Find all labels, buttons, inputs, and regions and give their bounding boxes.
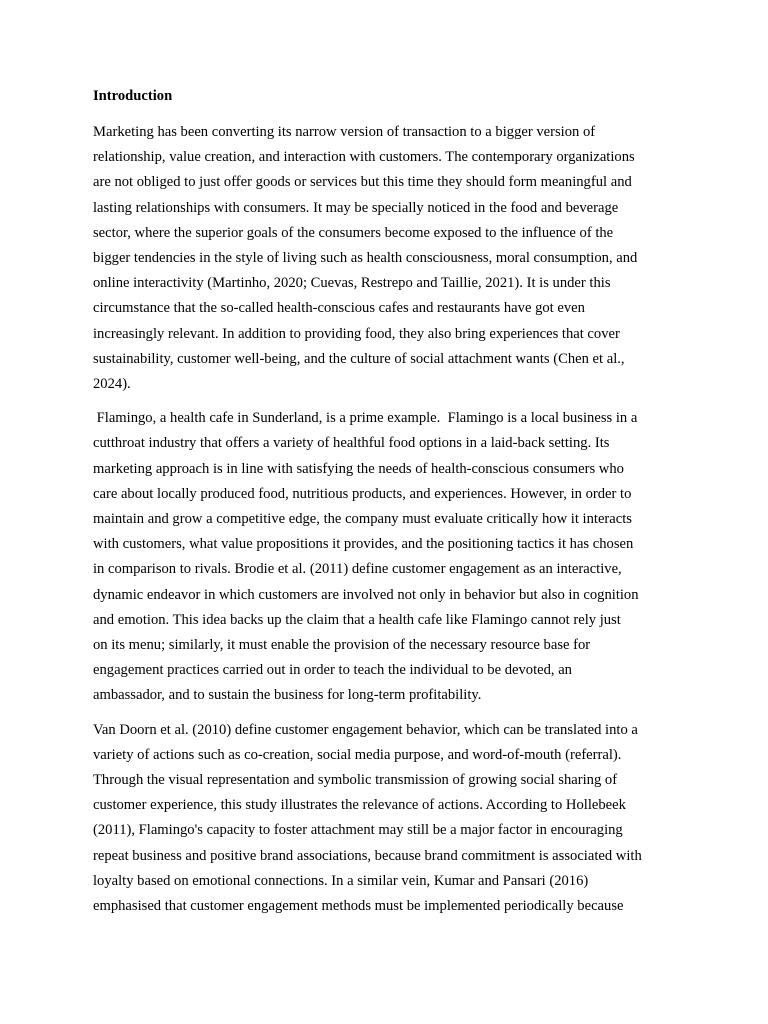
text-line: variety of actions such as co-creation, social media purpose, and word-of-mouth (referral). xyxy=(93,746,622,763)
text-line: Van Doorn et al. (2010) define customer engagement behavior, which can be translated into a xyxy=(93,721,638,738)
text-line: loyalty based on emotional connections. In a similar vein, Kumar and Pansari (2016) xyxy=(93,872,589,889)
paragraph-3 xyxy=(93,718,683,920)
section-heading: Introduction xyxy=(93,88,173,104)
text-line: circumstance that the so-called health-conscious cafes and restaurants have got even xyxy=(93,300,585,317)
text-line: relationship, value creation, and interaction with customers. The contemporary organizations xyxy=(93,149,635,166)
text-line: care about locally produced food, nutritious products, and experiences. However, in order to xyxy=(93,485,632,502)
text-line: with customers, what value propositions it provides, and the positioning tactics it has chosen xyxy=(93,536,634,553)
text-line: in comparison to rivals. Brodie et al. (2011) define customer engagement as an interactive, xyxy=(93,561,622,578)
text-line: sector, where the superior goals of the consumers become exposed to the influence of the xyxy=(93,224,614,241)
text-line: (2011), Flamingo's capacity to foster attachment may still be a major factor in encouraging xyxy=(93,822,623,839)
text-line: lasting relationships with consumers. It may be specially noticed in the food and beverage xyxy=(93,199,619,216)
text-line: ambassador, and to sustain the business for long-term profitability. xyxy=(93,687,482,704)
text-line: dynamic endeavor in which customers are involved not only in behavior but also in cognition xyxy=(93,586,639,603)
text-line: maintain and grow a competitive edge, the company must evaluate critically how it interacts xyxy=(93,511,632,528)
text-line: 2024). xyxy=(93,376,131,393)
text-line: repeat business and positive brand associations, because brand commitment is associated with xyxy=(93,847,642,864)
text-line: bigger tendencies in the style of living such as health consciousness, moral consumption, and xyxy=(93,250,638,267)
text-line: Flamingo, a health cafe in Sunderland, is a prime example. Flamingo is a local business in a xyxy=(93,410,638,427)
document-page xyxy=(93,86,683,928)
text-line: on its menu; similarly, it must enable the provision of the necessary resource base for xyxy=(93,637,591,654)
text-line: Through the visual representation and symbolic transmission of growing social sharing of xyxy=(93,772,618,789)
text-line: are not obliged to just offer goods or services but this time they should form meaningful and xyxy=(93,174,632,191)
paragraph-2 xyxy=(93,406,683,708)
text-line: marketing approach is in line with satisfying the needs of health-conscious consumers who xyxy=(93,460,624,477)
text-line: engagement practices carried out in order to teach the individual to be devoted, an xyxy=(93,662,572,679)
text-line: increasingly relevant. In addition to providing food, they also bring experiences that cover xyxy=(93,325,620,342)
text-line: online interactivity (Martinho, 2020; Cuevas, Restrepo and Taillie, 2021). It is under this xyxy=(93,275,611,292)
text-line: cutthroat industry that offers a variety of healthful food options in a laid-back setting. Its xyxy=(93,435,610,452)
text-line: sustainability, customer well-being, and the culture of social attachment wants (Chen et al., xyxy=(93,350,625,367)
text-line: customer experience, this study illustrates the relevance of actions. According to Hollebeek xyxy=(93,797,626,814)
text-line: Marketing has been converting its narrow version of transaction to a bigger version of xyxy=(93,124,596,140)
text-line: and emotion. This idea backs up the claim that a health cafe like Flamingo cannot rely just xyxy=(93,611,621,628)
paragraph-1 xyxy=(93,120,683,397)
text-line: emphasised that customer engagement methods must be implemented periodically because xyxy=(93,898,624,915)
